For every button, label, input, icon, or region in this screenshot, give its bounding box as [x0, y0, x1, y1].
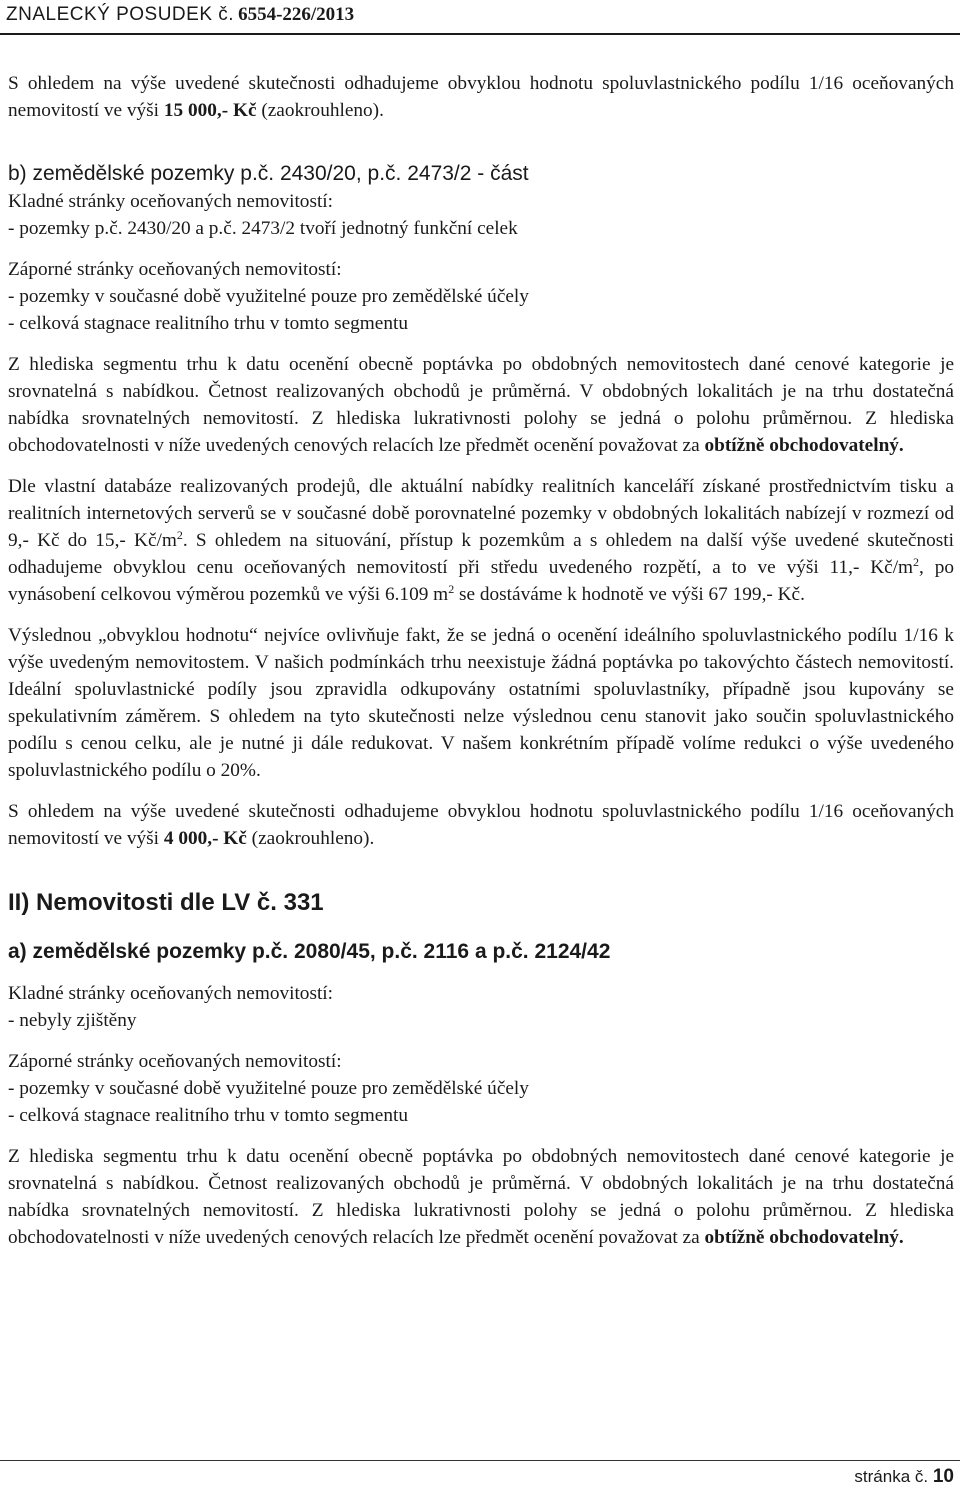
section-b-database-paragraph: Dle vlastní databáze realizovaných prodejů, dle aktuální nabídky realitních kanceláří získané prostřednictvím tisku a realitních internetových serverů se v současné době porovnatelné pozemky v obdobných lokalitách nabízejí v rozmezí od 9,- Kč do 15,- $Kč/m^2$. S ohledem na situování, přístup k pozemkům a s ohledem na další výše uvedené skutečnosti odhadujeme obvyklou cenu oceňovaných nemovitostí při středu uvedeného rozpětí, a to ve výši 11,- $Kč/m^2$, po vynásobení celkovou výměrou pozemků ve výši 6.109 $m^2$ se dostáváme k hodnotě ve výši 67 199,- Kč. — [8, 476, 954, 605]
section-ii-negative-item: - pozemky v současné době využitelné pouze pro zemědělské účely — [8, 1078, 529, 1099]
section-ii-negative-item: - celková stagnace realitního trhu v tomto segmentu — [8, 1105, 408, 1126]
document-title: ZNALECKÝ POSUDEK č. — [6, 4, 235, 25]
intro-conclusion-paragraph: S ohledem na výše uvedené skutečnosti odhadujeme obvyklou hodnotu spoluvlastnického podílu 1/16 oceňovaných nemovitostí ve výši 15 000,- Kč (zaokrouhleno). — [8, 73, 954, 121]
section-ii-positives-heading: Kladné stránky oceňovaných nemovitostí: — [8, 983, 334, 1004]
market-bold-text: obtížně obchodovatelný. — [704, 1227, 904, 1248]
section-b-positives-heading: Kladné stránky oceňovaných nemovitostí: — [8, 191, 334, 212]
section-ii-subheading: a) zemědělské pozemky p.č. 2080/45, p.č. 2116 a p.č. 2124/42 — [8, 940, 611, 963]
header-divider — [0, 33, 960, 35]
market-bold-text: obtížně obchodovatelný. — [704, 435, 904, 456]
section-b-heading: b) zemědělské pozemky p.č. 2430/20, p.č. 2473/2 - část — [8, 162, 529, 185]
intro-value: 15 000,- Kč — [163, 100, 257, 121]
section-ii-negatives-heading: Záporné stránky oceňovaných nemovitostí: — [8, 1051, 342, 1072]
section-b-market-paragraph: Z hlediska segmentu trhu k datu ocenění obecně poptávka po obdobných nemovitostech dané cenové kategorie je srovnatelná s nabídkou. Četnost realizovaných obchodů je průměrná. V obdobných lokalitách je na trhu dostatečná nabídka srovnatelných nemovitostí. Z hlediska lukrativnosti polohy se jedná o polohu průměrnou. Z hlediska obchodovatelnosti v níže uvedených cenových relacích lze předmět ocenění považovat za obtížně obchodovatelný. — [8, 354, 954, 456]
document-body — [8, 70, 954, 1251]
footer-divider — [0, 1460, 960, 1461]
section-ii-positive-item: - nebyly zjištěny — [8, 1010, 137, 1031]
section-b-negative-item: - pozemky v současné době využitelné pouze pro zemědělské účely — [8, 286, 529, 307]
section-b-positive-item: - pozemky p.č. 2430/20 a p.č. 2473/2 tvoří jednotný funkční celek — [8, 218, 518, 239]
conclusion-value: 4 000,- Kč — [163, 828, 247, 849]
page-header — [6, 4, 956, 30]
page-label: stránka č. — [854, 1467, 929, 1486]
section-b-conclusion-paragraph: S ohledem na výše uvedené skutečnosti odhadujeme obvyklou hodnotu spoluvlastnického podílu 1/16 oceňovaných nemovitostí ve výši 4 000,- Kč (zaokrouhleno). — [8, 801, 954, 849]
section-b-negative-item: - celková stagnace realitního trhu v tomto segmentu — [8, 313, 408, 334]
page-number: 10 — [932, 1466, 954, 1487]
section-ii-market-paragraph: Z hlediska segmentu trhu k datu ocenění obecně poptávka po obdobných nemovitostech dané cenové kategorie je srovnatelná s nabídkou. Četnost realizovaných obchodů je průměrná. V obdobných lokalitách je na trhu dostatečná nabídka srovnatelných nemovitostí. Z hlediska lukrativnosti polohy se jedná o polohu průměrnou. Z hlediska obchodovatelnosti v níže uvedených cenových relacích lze předmět ocenění považovat za obtížně obchodovatelný. — [8, 1146, 954, 1248]
section-b-negatives-heading: Záporné stránky oceňovaných nemovitostí: — [8, 259, 342, 280]
document-number: 6554-226/2013 — [238, 4, 355, 25]
page-footer — [854, 1466, 954, 1488]
section-ii-heading: II) Nemovitosti dle LV č. 331 — [8, 889, 324, 916]
section-b-result-paragraph: Výslednou „obvyklou hodnotu“ nejvíce ovlivňuje fakt, že se jedná o ocenění ideálního spoluvlastnického podílu 1/16 k výše uvedeným nemovitostem. V našich podmínkách trhu neexistuje žádná poptávka po takovýchto částech nemovitostí. Ideální spoluvlastnické podíly jsou zpravidla odkupovány ostatními spoluvlastníky, případně jsou kupovány se spekulativním záměrem. S ohledem na tyto skutečnosti nelze výslednou cenu stanovit jako součin spoluvlastnického podílu s cenou celku, ale je nutné ji dále redukovat. V našem konkrétním případě volíme redukci o výše uvedeného spoluvlastnického podílu o 20%. — [8, 625, 954, 781]
